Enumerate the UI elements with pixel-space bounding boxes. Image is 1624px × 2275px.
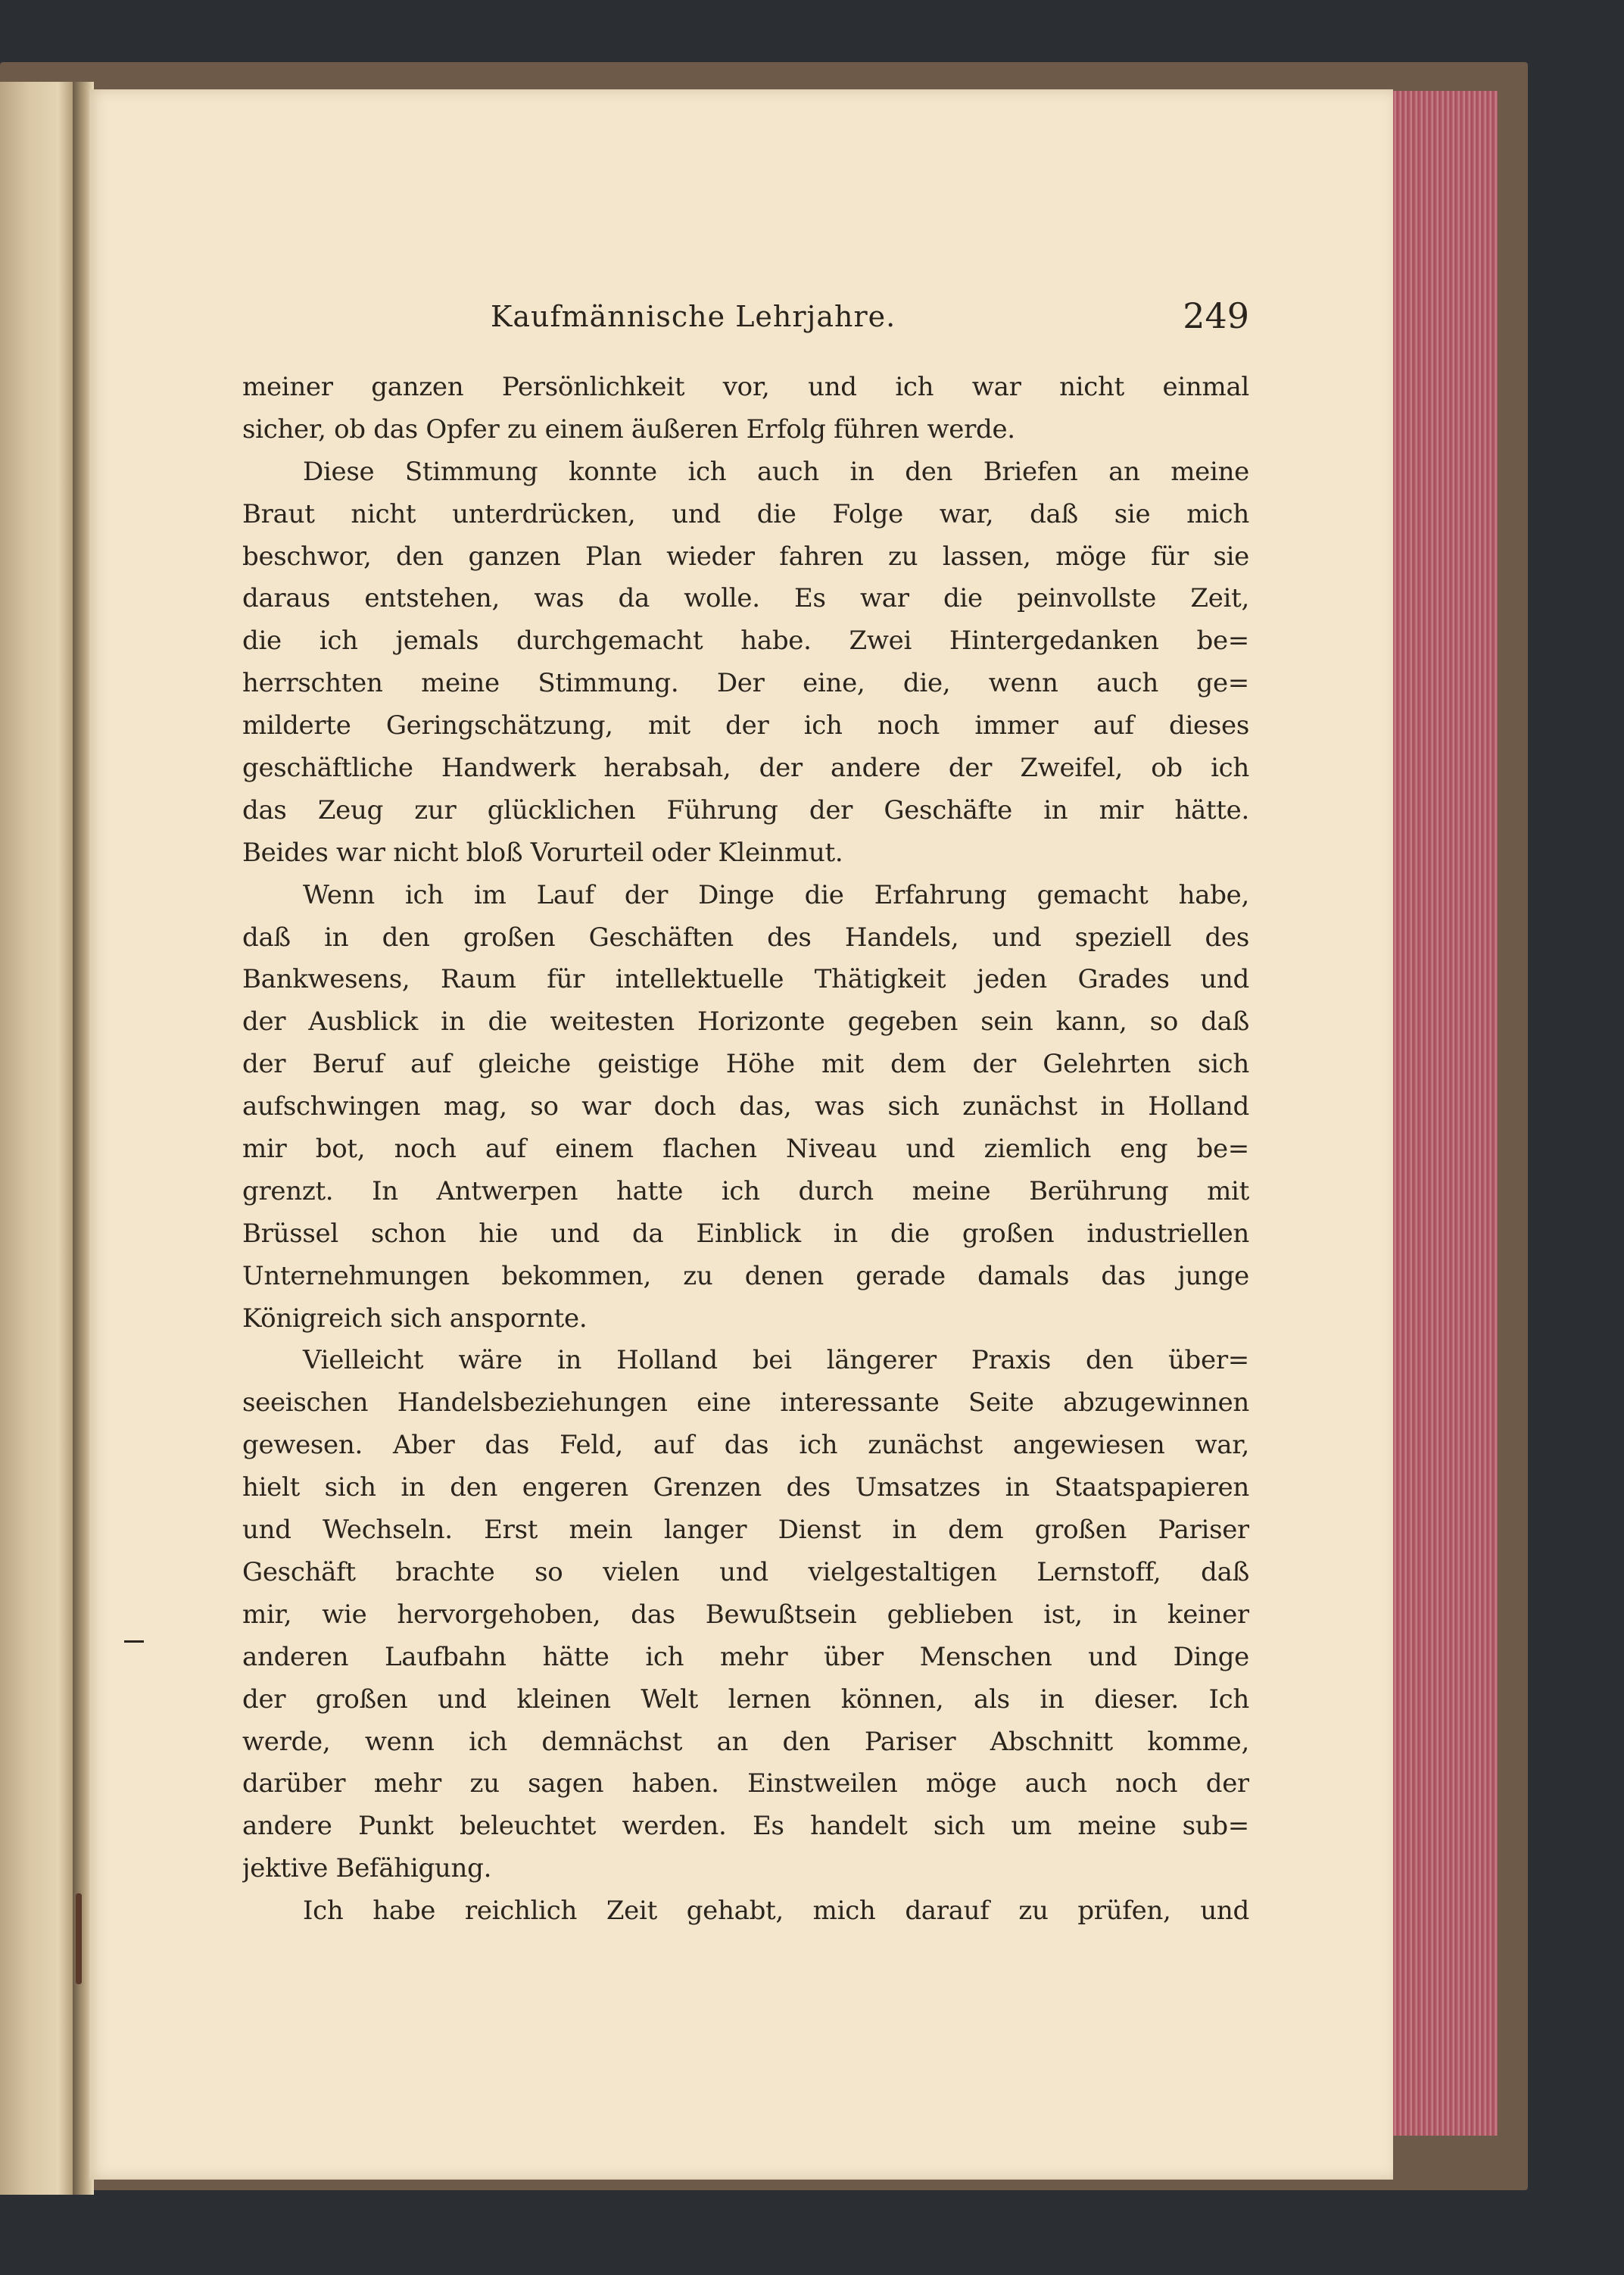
margin-mark [124,1640,144,1643]
text-line: der Ausblick in die weitesten Horizonte gegeben sein kann, so daß [242,1006,1249,1038]
text-line: anderen Laufbahn hätte ich mehr über Menschen und Dinge [242,1641,1249,1672]
text-line: gewesen. Aber das Feld, auf das ich zunächst angewiesen war, [242,1430,1249,1461]
text-line: Diese Stimmung konnte ich auch in den Briefen an meine [303,456,1249,487]
left-page-mark [76,1893,82,1984]
text-line: milderte Geringschätzung, mit der ich noch immer auf dieses [242,710,1249,741]
text-line: Unternehmungen bekommen, zu denen gerade damals das junge [242,1260,1249,1291]
left-page-edge [0,82,73,2195]
text-line: Geschäft brachte so vielen und vielgestaltigen Lernstoff, daß [242,1556,1249,1587]
text-line: und Wechseln. Erst mein langer Dienst in dem großen Pariser [242,1515,1249,1546]
text-line: Vielleicht wäre in Holland bei längerer Praxis den über= [303,1345,1249,1376]
text-line: mir, wie hervorgehoben, das Bewußtsein geblieben ist, in keiner [242,1599,1249,1630]
text-line: andere Punkt beleuchtet werden. Es handelt sich um meine sub= [242,1811,1249,1842]
text-line: meiner ganzen Persönlichkeit vor, und ich war nicht einmal [242,372,1249,402]
text-line: mir bot, noch auf einem flachen Niveau und ziemlich eng be= [242,1134,1249,1165]
body-text [242,367,1249,1933]
text-line: grenzt. In Antwerpen hatte ich durch meine Berührung mit [242,1175,1249,1206]
text-line: daß in den großen Geschäften des Handels, und speziell des [242,922,1249,953]
text-line: Königreich sich anspornte. [242,1303,588,1334]
text-line: jektive Befähigung. [242,1853,492,1884]
page-edges [1392,91,1498,2136]
right-page [89,89,1393,2180]
text-line: Bankwesens, Raum für intellektuelle Thätigkeit jeden Grades und [242,964,1249,995]
text-line: herrschten meine Stimmung. Der eine, die, wenn auch ge= [242,668,1249,699]
text-line: das Zeug zur glücklichen Führung der Geschäfte in mir hätte. [242,794,1249,825]
text-line: hielt sich in den engeren Grenzen des Umsatzes in Staatspapieren [242,1472,1249,1503]
text-line: Braut nicht unterdrücken, und die Folge war, daß sie mich [242,498,1249,529]
text-line: beschwor, den ganzen Plan wieder fahren zu lassen, möge für sie [242,541,1249,572]
text-line: werde, wenn ich demnächst an den Pariser Abschnitt komme, [242,1726,1249,1757]
text-line: seeischen Handelsbeziehungen eine interessante Seite abzugewinnen [242,1387,1249,1418]
text-line: sicher, ob das Opfer zu einem äußeren Erfolg führen werde. [242,413,1015,445]
text-line: der Beruf auf gleiche geistige Höhe mit dem der Gelehrten sich [242,1049,1249,1080]
text-line: darüber mehr zu sagen haben. Einstweilen möge auch noch der [242,1768,1249,1799]
text-line: die ich jemals durchgemacht habe. Zwei Hintergedanken be= [242,626,1249,657]
text-line: geschäftliche Handwerk herabsah, der andere der Zweifel, ob ich [242,753,1249,784]
page-number: 249 [1183,295,1249,336]
text-line: aufschwingen mag, so war doch das, was sich zunächst in Holland [242,1091,1249,1122]
running-title: Kaufmännische Lehrjahre. [491,300,896,333]
text-line: Wenn ich im Lauf der Dinge die Erfahrung gemacht habe, [303,879,1249,910]
text-line: Ich habe reichlich Zeit gehabt, mich darauf zu prüfen, und [303,1896,1249,1927]
page-header [89,295,1393,353]
text-line: der großen und kleinen Welt lernen können, als in dieser. Ich [242,1684,1249,1715]
text-line: daraus entstehen, was da wolle. Es war die peinvollste Zeit, [242,583,1249,614]
text-line: Beides war nicht bloß Vorurteil oder Kleinmut. [242,837,843,868]
text-line: Brüssel schon hie und da Einblick in die großen industriellen [242,1218,1249,1249]
